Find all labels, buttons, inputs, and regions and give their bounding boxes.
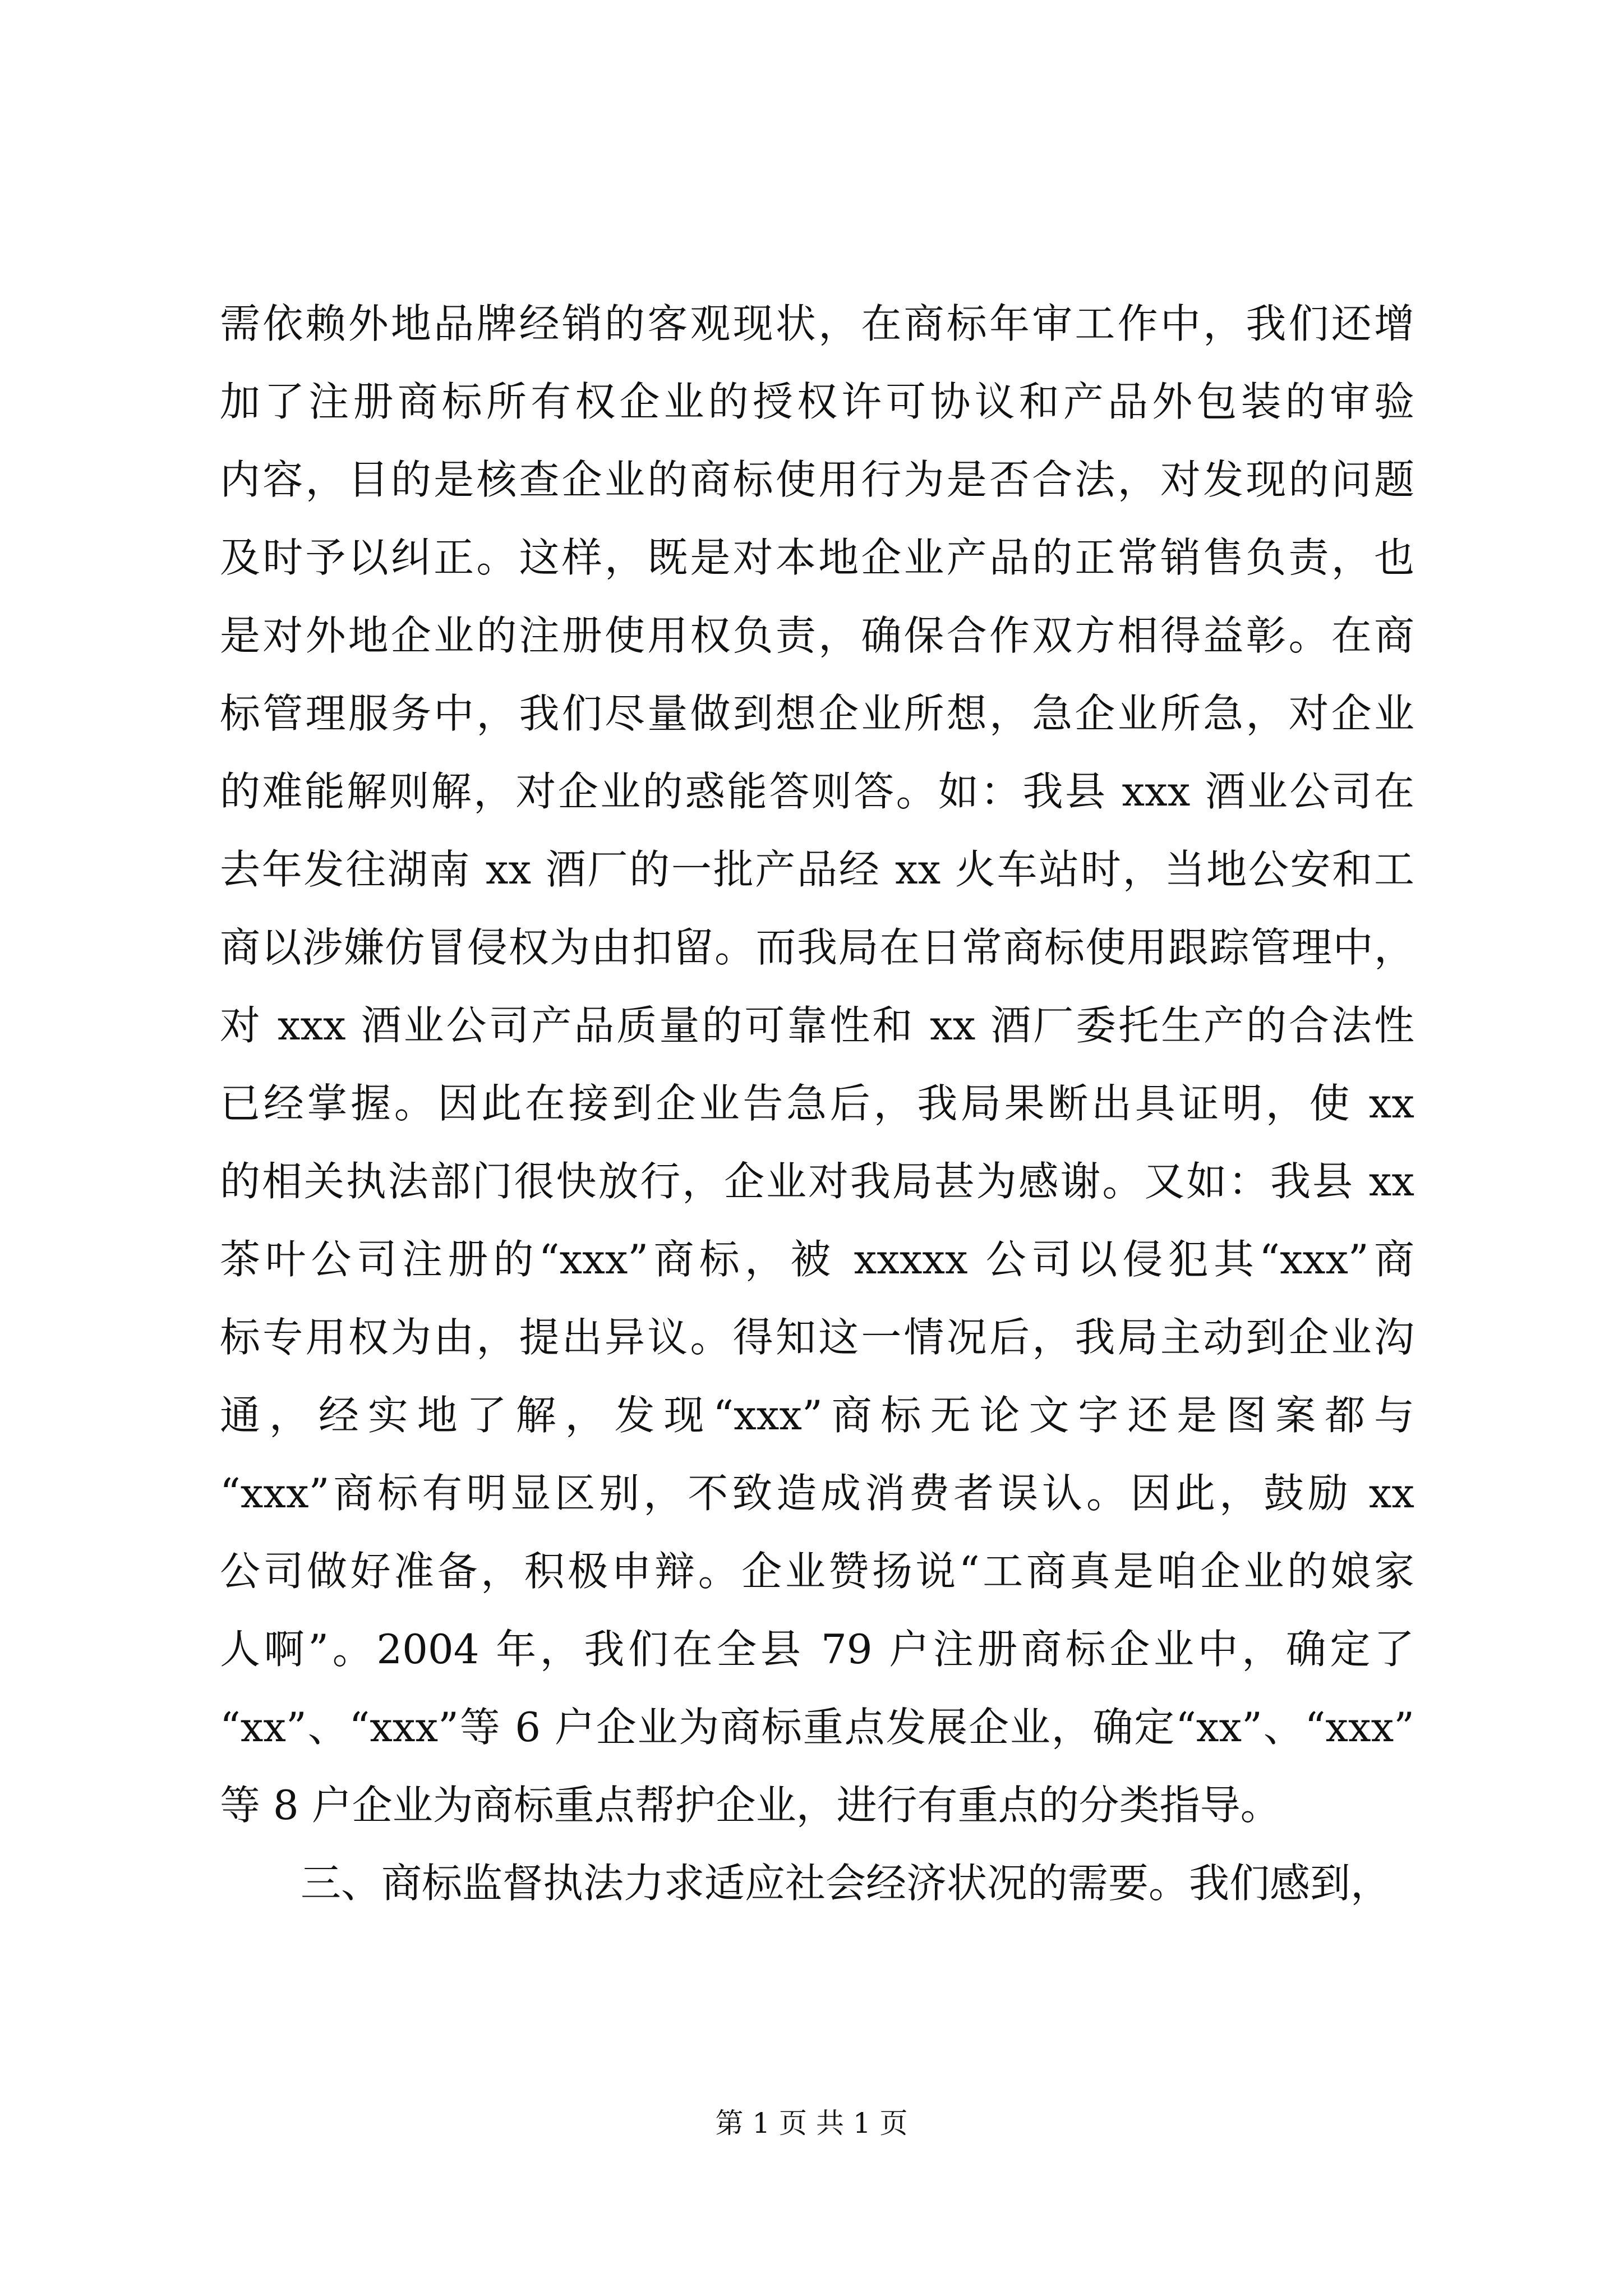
text-line: 去年发往湖南 xx 酒厂的一批产品经 xx 火车站时，当地公安和工 (220, 846, 1414, 893)
text-line: 需依赖外地品牌经销的客观现状，在商标年审工作中，我们还增 (220, 300, 1414, 347)
page-footer: 第 1 页 共 1 页 (715, 2107, 908, 2139)
text-line: 标管理服务中，我们尽量做到想企业所想，急企业所急，对企业 (220, 690, 1414, 737)
text-line: 加了注册商标所有权企业的授权许可协议和产品外包装的审验 (220, 378, 1414, 425)
text-line: 人啊”。2004 年，我们在全县 79 户注册商标企业中，确定了 (220, 1626, 1414, 1673)
text-line: “xxx”商标有明显区别，不致造成消费者误认。因此，鼓励 xx (220, 1470, 1414, 1517)
text-line: 是对外地企业的注册使用权负责，确保合作双方相得益彰。在商 (220, 612, 1414, 659)
text-line: 的相关执法部门很快放行，企业对我局甚为感谢。又如：我县 xx (220, 1158, 1414, 1205)
text-line: 标专用权为由，提出异议。得知这一情况后，我局主动到企业沟 (220, 1314, 1414, 1361)
text-line: 通，经实地了解，发现“xxx”商标无论文字还是图案都与 (220, 1392, 1414, 1439)
text-line: 公司做好准备，积极申辩。企业赞扬说“工商真是咱企业的娘家 (220, 1548, 1414, 1595)
text-line: 等 8 户企业为商标重点帮护企业，进行有重点的分类指导。 (220, 1782, 1281, 1829)
text-line: 内容，目的是核查企业的商标使用行为是否合法，对发现的问题 (220, 456, 1414, 503)
text-line: 商以涉嫌仿冒侵权为由扣留。而我局在日常商标使用跟踪管理中， (220, 924, 1414, 971)
text-line: “xx”、“xxx”等 6 户企业为商标重点发展企业，确定“xx”、“xxx” (220, 1704, 1414, 1751)
text-line: 已经掌握。因此在接到企业告急后，我局果断出具证明，使 xx (220, 1080, 1414, 1127)
text-line: 对 xxx 酒业公司产品质量的可靠性和 xx 酒厂委托生产的合法性 (220, 1002, 1414, 1049)
text-line: 茶叶公司注册的“xxx”商标，被 xxxxx 公司以侵犯其“xxx”商 (220, 1236, 1414, 1283)
body-text (220, 285, 1414, 1922)
text-line: 的难能解则解，对企业的惑能答则答。如：我县 xxx 酒业公司在 (220, 768, 1414, 815)
paragraph-heading-line: 三、商标监督执法力求适应社会经济状况的需要。我们感到， (301, 1860, 1391, 1907)
text-line: 及时予以纠正。这样，既是对本地企业产品的正常销售负责，也 (220, 534, 1414, 581)
